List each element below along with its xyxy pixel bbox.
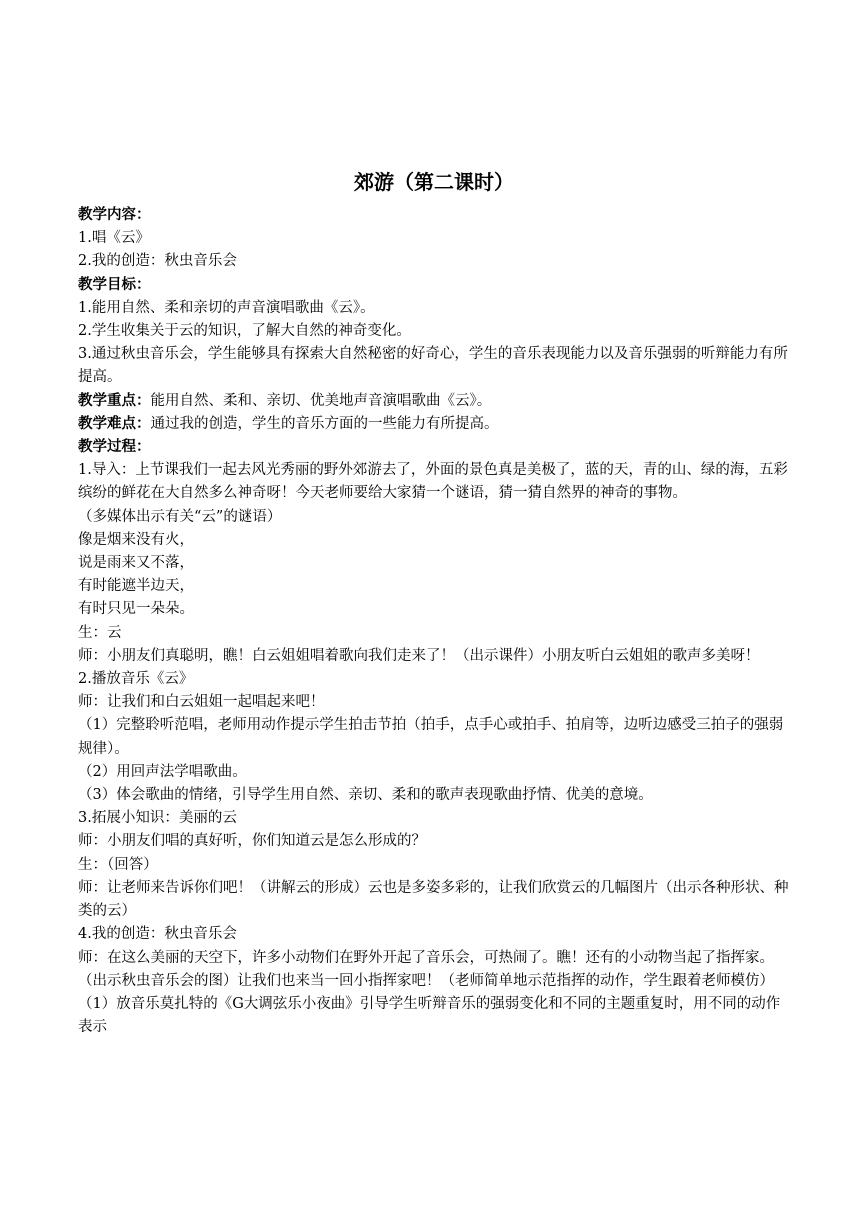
process-line: （2）用回声法学唱歌曲。 bbox=[78, 763, 247, 780]
process-line: 师：让我们和白云姐姐一起唱起来吧！ bbox=[78, 694, 325, 711]
process-line: 师：让老师来告诉你们吧！（讲解云的形成）云也是多姿多彩的，让我们欣赏云的几幅图片（出示各种形状、种类的云） bbox=[78, 879, 789, 920]
goal-item: 3.通过秋虫音乐会，学生能够具有探索大自然秘密的好奇心，学生的音乐表现能力以及音乐强弱的听辩能力有所提高。 bbox=[78, 346, 788, 386]
process-line: 师：在这么美丽的天空下，许多小动物们在野外开起了音乐会，可热闹了。瞧！还有的小动物当起了指挥家。（出示秋虫音乐会的图）让我们也来当一回小指挥家吧！（老师简单地示范指挥的动作，学生跟着老师模仿） bbox=[78, 949, 774, 989]
process-line: 师：小朋友们真聪明，瞧！白云姐姐唱着歌向我们走来了！（出示课件）小朋友听白云姐姐的歌声多美呀！ bbox=[78, 647, 760, 664]
process-heading: 教学过程： bbox=[78, 439, 151, 456]
difficulty bbox=[78, 413, 790, 436]
riddle-line: 说是雨来又不落， bbox=[78, 555, 194, 572]
process-line: 师：小朋友们唱的真好听，你们知道云是怎么形成的？ bbox=[78, 833, 426, 850]
difficulty-text: 通过我的创造，学生的音乐方面的一些能力有所提高。 bbox=[150, 415, 499, 432]
process-line: 4.我的创造：秋虫音乐会 bbox=[78, 926, 237, 943]
riddle-line: 有时能遮半边天， bbox=[78, 578, 194, 595]
process-line: 2.播放音乐《云》 bbox=[78, 671, 194, 688]
content-item: 2.我的创造：秋虫音乐会 bbox=[78, 253, 237, 270]
process-line: 1.导入：上节课我们一起去风光秀丽的野外郊游去了，外面的景色真是美极了，蓝的天，青的山、绿的海，五彩缤纷的鲜花在大自然多么神奇呀！今天老师要给大家猜一个谜语，猜一猜自然界的神奇的事物。 bbox=[78, 462, 788, 502]
document-page bbox=[78, 168, 790, 1039]
process-line: 生：（回答） bbox=[78, 856, 158, 873]
riddle-line: 像是烟来没有火， bbox=[78, 531, 194, 548]
key-point-label: 教学重点： bbox=[78, 392, 151, 409]
riddle-line: 有时只见一朵朵。 bbox=[78, 601, 194, 618]
document-title: 郊游（第二课时） bbox=[354, 170, 514, 194]
process-line: （3）体会歌曲的情绪，引导学生用自然、亲切、柔和的歌声表现歌曲抒情、优美的意境。 bbox=[78, 787, 653, 804]
key-point bbox=[78, 390, 790, 413]
key-point-text: 能用自然、柔和、亲切、优美地声音演唱歌曲《云》。 bbox=[150, 392, 492, 409]
difficulty-label: 教学难点： bbox=[78, 415, 151, 432]
process-line: 生：云 bbox=[78, 624, 122, 641]
process-line: （多媒体出示有关“云”的谜语） bbox=[78, 508, 282, 525]
goals-heading: 教学目标： bbox=[78, 276, 151, 293]
goal-item: 2.学生收集关于云的知识，了解大自然的神奇变化。 bbox=[78, 323, 411, 340]
process-line: （1）放音乐莫扎特的《G大调弦乐小夜曲》引导学生听辩音乐的强弱变化和不同的主题重复时，用不同的动作表示 bbox=[78, 995, 781, 1036]
content-item: 1.唱《云》 bbox=[78, 230, 150, 247]
process-line: （1）完整聆听范唱，老师用动作提示学生拍击节拍（拍手，点手心或拍手、拍肩等，边听边感受三拍子的强弱规律）。 bbox=[78, 717, 784, 757]
content-heading: 教学内容： bbox=[78, 207, 151, 223]
goal-item: 1.能用自然、柔和亲切的声音演唱歌曲《云》。 bbox=[78, 299, 375, 316]
process-line: 3.拓展小知识：美丽的云 bbox=[78, 810, 237, 827]
